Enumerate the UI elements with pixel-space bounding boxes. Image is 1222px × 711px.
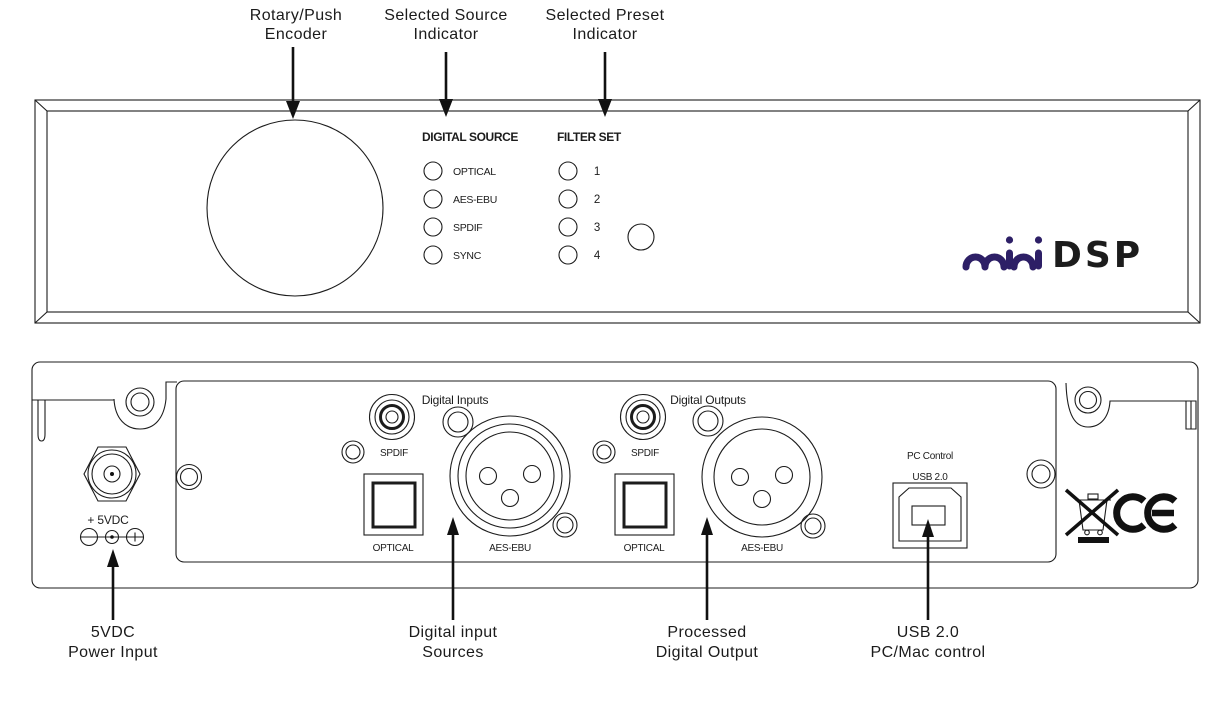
logo-mini-wave — [966, 253, 1039, 267]
led-label-optical: OPTICAL — [453, 166, 496, 178]
led-label-aes-ebu: AES-EBU — [453, 194, 497, 206]
plate-screw-inner — [181, 469, 198, 486]
callout-arrowhead — [447, 517, 459, 535]
plate-screw-inner — [346, 445, 360, 459]
xlr-pin — [524, 466, 541, 483]
callout-arrowhead — [701, 517, 713, 535]
callout-label: 5VDC — [90, 624, 136, 641]
led-optical — [424, 162, 442, 180]
digital-source-indicators — [422, 130, 518, 264]
usb-version-label: USB 2.0 — [912, 472, 948, 483]
rotary-encoder-knob — [207, 120, 383, 296]
pc-control-label: PC Control — [907, 451, 953, 462]
usb-b-connector — [893, 483, 967, 548]
led-label-spdif: SPDIF — [453, 222, 483, 234]
preset-label-4: 4 — [593, 250, 601, 262]
led-spdif — [424, 218, 442, 236]
led-aes-ebu — [424, 190, 442, 208]
power-voltage-label: + 5VDC — [87, 513, 129, 527]
chassis-tab-left — [38, 400, 45, 441]
mount-screw-right — [1075, 387, 1101, 413]
filter-set-indicators — [557, 130, 622, 264]
aes-ebu-output-xlr — [702, 417, 822, 537]
xlr-pin — [732, 469, 749, 486]
led-label-sync: SYNC — [453, 250, 481, 262]
logo-dsp-text: DSP — [1052, 235, 1144, 276]
minidsp-logo — [966, 235, 1143, 276]
ce-mark-icon — [1117, 497, 1175, 530]
front-button — [628, 224, 654, 250]
callout-label: Power Input — [68, 644, 158, 661]
optical-output-label: OPTICAL — [623, 543, 665, 554]
filter-set-header: FILTER SET — [557, 130, 621, 144]
callout-label: Indicator — [413, 26, 479, 43]
callout-arrowhead — [107, 549, 119, 567]
plate-screw-inner — [448, 412, 468, 432]
xlr-pin — [480, 468, 497, 485]
bevel-corner — [1188, 312, 1200, 323]
spdif-output-rca — [621, 395, 666, 440]
plate-screw — [342, 441, 364, 463]
weee-icon — [1066, 490, 1118, 543]
mount-screw-left — [126, 388, 154, 416]
dc-jack-pin-dot — [110, 472, 114, 476]
callout-label: Encoder — [264, 26, 328, 43]
callout-label: Indicator — [572, 26, 638, 43]
callout-rotary-encoder — [250, 7, 342, 119]
plate-screw-inner — [1032, 465, 1050, 483]
callout-digital-input-sources — [409, 517, 498, 661]
callout-arrowhead — [439, 99, 453, 117]
preset-label-3: 3 — [593, 222, 601, 234]
callout-label: Digital input — [408, 624, 498, 641]
spdif-input-label: SPDIF — [380, 448, 408, 459]
plate-screw — [593, 441, 615, 463]
aes-ebu-output-label: AES-EBU — [741, 543, 783, 554]
plate-screw-inner — [597, 445, 611, 459]
logo-m — [966, 257, 1004, 267]
polarity-symbol — [80, 529, 144, 546]
callout-label: PC/Mac control — [870, 644, 986, 661]
xlr-pin — [502, 490, 519, 507]
callout-power-input — [68, 549, 158, 661]
spdif-input-rca — [370, 395, 415, 440]
spdif-output-label: SPDIF — [631, 448, 659, 459]
mount-screw-left-inner — [131, 393, 149, 411]
bevel-corner — [35, 312, 47, 323]
callout-label: Selected Source — [384, 7, 508, 24]
callout-arrowhead — [922, 519, 934, 537]
plate-screw-inner — [557, 517, 573, 533]
led-preset-1 — [559, 162, 577, 180]
plate-screw — [1027, 460, 1055, 488]
plate-screw-inner — [805, 518, 821, 534]
callout-arrowhead — [598, 99, 612, 117]
digital-inputs-group — [342, 393, 577, 554]
bevel-corner — [1188, 100, 1200, 111]
callout-label: Digital Output — [655, 644, 759, 661]
preset-label-1: 1 — [593, 166, 601, 178]
led-preset-4 — [559, 246, 577, 264]
callout-arrowhead — [286, 101, 300, 119]
digital-inputs-header: Digital Inputs — [421, 393, 489, 407]
optical-input-label: OPTICAL — [372, 543, 414, 554]
callout-label: Rotary/Push — [249, 7, 343, 24]
plate-screw-inner — [698, 411, 718, 431]
callout-usb-control — [871, 519, 986, 661]
callout-label: Processed — [667, 624, 747, 641]
front-panel — [35, 100, 1200, 323]
screw-flange — [1066, 383, 1186, 427]
xlr-pin — [776, 467, 793, 484]
led-sync — [424, 246, 442, 264]
digital-outputs-header: Digital Outputs — [670, 393, 746, 407]
xlr-pin — [754, 491, 771, 508]
preset-label-2: 2 — [593, 194, 601, 206]
callout-label: Sources — [422, 644, 484, 661]
callout-label: USB 2.0 — [896, 624, 960, 641]
callout-processed-digital-output — [656, 517, 759, 661]
logo-i-dots — [1006, 236, 1042, 243]
dc-power-jack — [80, 447, 144, 546]
callout-label: Selected Preset — [545, 7, 665, 24]
mount-screw-right-inner — [1080, 392, 1097, 409]
led-preset-3 — [559, 218, 577, 236]
optical-output-toslink — [615, 474, 674, 535]
aes-ebu-input-xlr — [450, 416, 570, 536]
digital-source-header: DIGITAL SOURCE — [422, 130, 518, 144]
bevel-corner — [35, 100, 47, 111]
aes-ebu-input-label: AES-EBU — [489, 543, 531, 554]
logo-n — [1014, 257, 1033, 267]
rear-panel — [32, 362, 1198, 588]
led-preset-2 — [559, 190, 577, 208]
optical-input-toslink — [364, 474, 423, 535]
